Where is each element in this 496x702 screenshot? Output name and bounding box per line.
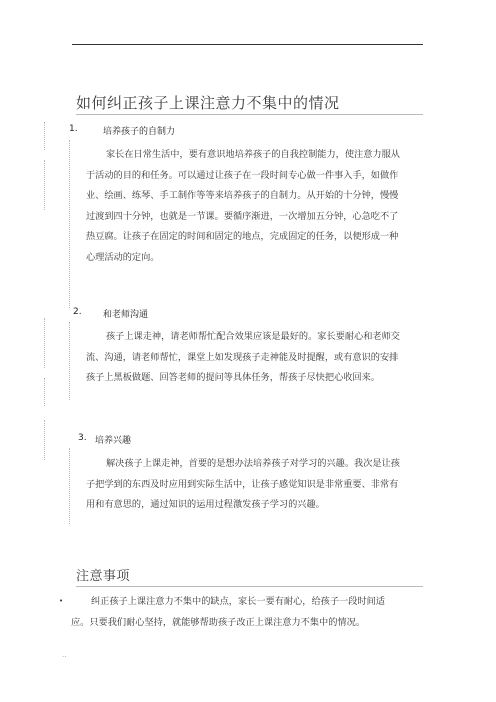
paragraph-line: 应。只要我们耐心坚持，就能够帮助孩子改正上课注意力不集中的情况。	[71, 616, 365, 628]
paragraph-line: 家长在日常生活中，要有意识地培养孩子的自我控制能力，使注意力服从	[106, 149, 400, 160]
paragraph-line: 解决孩子上课走神，首要的是想办法培养孩子对学习的兴趣。我次是让孩	[106, 458, 400, 469]
footer-mark: ..	[62, 651, 67, 659]
paragraph-line: 心理活动的定向。	[86, 251, 160, 263]
margin-guide	[44, 378, 45, 406]
section-number: 3.	[78, 433, 87, 443]
section-heading: 培养孩子的自制力	[103, 127, 176, 137]
margin-guide	[44, 318, 45, 368]
margin-guide	[44, 420, 45, 460]
paragraph-line: 于活动的目的和任务。可以通过让孩子在一段时间专心做一件事入手，如做作	[86, 169, 399, 181]
paragraph-guide	[69, 140, 70, 308]
section-paragraph	[86, 145, 400, 268]
paragraph-guide	[69, 322, 70, 400]
paragraph-guide	[69, 448, 70, 524]
paragraph-line: 用和有意思的，通过知识的运用过程激发孩子学习的兴趣。	[86, 499, 325, 510]
paragraph-line: 业、绘画、练琴、手工制作等等来培养孩子的自制力。从开始的十分钟，慢慢	[86, 190, 399, 201]
paragraph-line: 流、沟通，请老师帮忙，课堂上如发现孩子走神能及时提醒，或有意识的安排	[86, 351, 399, 363]
section-paragraph	[86, 454, 400, 516]
paragraph-line: 孩子上课走神，请老师帮忙配合效果应该是最好的。家长要耐心和老师交	[106, 331, 400, 342]
top-rule	[72, 44, 423, 45]
paragraph-line: 热豆腐。让孩子在固定的时间和固定的地点，完成固定的任务，以便形成一种	[86, 231, 399, 242]
notes-underline	[76, 586, 423, 587]
title-underline	[76, 114, 423, 115]
section-number: 2.	[73, 307, 82, 317]
paragraph-line: 纠正孩子上课注意力不集中的缺点，家长一要有耐心，给孩子一段时间适	[91, 596, 385, 607]
section-heading: 和老师沟通	[103, 310, 149, 320]
section-paragraph	[86, 327, 400, 389]
notes-paragraph	[71, 592, 385, 633]
paragraph-line: 子把学到的东西及时应用到实际生活中，让孩子感觉知识是非常重要、非常有	[86, 478, 399, 490]
margin-guide	[44, 160, 45, 210]
margin-guide	[44, 122, 45, 150]
document-title: 如何纠正孩子上课注意力不集中的情况	[76, 94, 340, 112]
notes-title: 注意事项	[76, 569, 131, 584]
section-number: 1.	[69, 124, 78, 134]
paragraph-line: 孩子上黑板做题、回答老师的提问等具体任务，帮孩子尽快把心收回来。	[86, 372, 380, 383]
paragraph-line: 过渡到四十分钟，也就是一节课。要循序渐进，一次增加五分钟，心急吃不了	[86, 210, 399, 222]
section-heading: 培养兴趣	[95, 436, 132, 446]
bullet-mark: •	[59, 597, 64, 605]
